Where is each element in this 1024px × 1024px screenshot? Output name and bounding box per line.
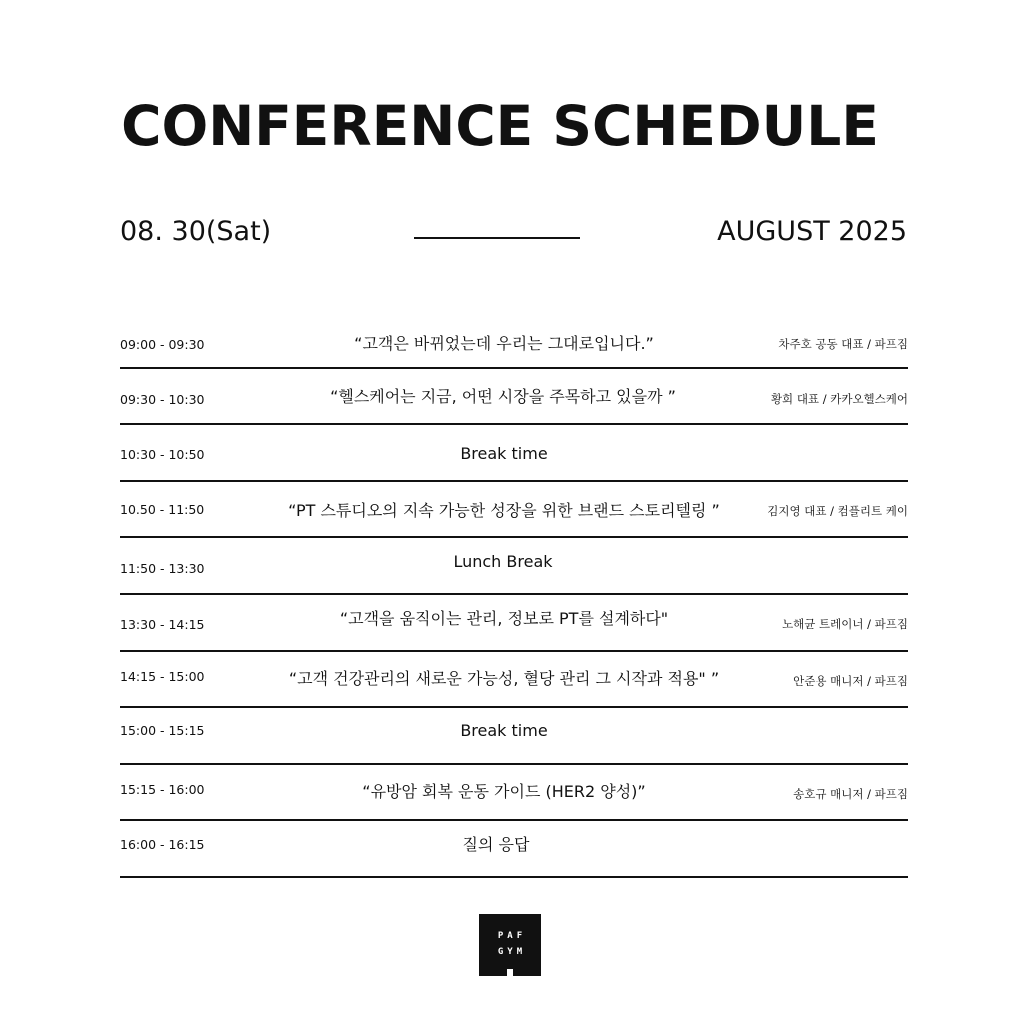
session-time: 09:00 - 09:30 — [120, 337, 205, 352]
session-speaker: 차주호 공동 대표 / 파프짐 — [778, 337, 908, 351]
session-time: 13:30 - 14:15 — [120, 616, 205, 632]
session-title: Lunch Break — [453, 552, 553, 572]
session-title: 질의 응답 — [462, 835, 530, 855]
schedule-row — [120, 821, 908, 878]
session-title: Break time — [460, 444, 548, 464]
session-speaker: 노해균 트레이너 / 파프짐 — [782, 616, 908, 631]
session-title: “PT 스튜디오의 지속 가능한 성장을 위한 브랜드 스토리텔링 ” — [288, 500, 720, 520]
session-speaker: 황희 대표 / 카카오헬스케어 — [770, 391, 908, 406]
page-title: CONFERENCE SCHEDULE — [121, 94, 879, 158]
schedule-row — [120, 708, 908, 765]
header-divider — [414, 237, 580, 239]
schedule-row — [120, 765, 908, 822]
session-time: 16:00 - 16:15 — [120, 837, 205, 853]
session-time: 15:00 - 15:15 — [120, 723, 205, 739]
schedule-row — [120, 369, 908, 426]
schedule-row — [120, 312, 908, 369]
session-title: “고객을 움직이는 관리, 정보로 PT를 설계하다" — [339, 608, 669, 628]
session-time: 10.50 - 11:50 — [120, 501, 205, 517]
schedule-table — [120, 312, 908, 878]
session-time: 10:30 - 10:50 — [120, 447, 205, 463]
session-title: “유방암 회복 운동 가이드 (HER2 양성)” — [362, 781, 646, 801]
session-title: “헬스케어는 지금, 어떤 시장을 주목하고 있을까 ” — [330, 386, 676, 406]
schedule-row — [120, 538, 908, 595]
session-time: 14:15 - 15:00 — [120, 668, 205, 684]
logo-text-top: PAF — [497, 931, 527, 941]
schedule-row — [120, 595, 908, 652]
session-speaker: 안준용 매니저 / 파프짐 — [793, 673, 908, 688]
schedule-row — [120, 652, 908, 709]
session-speaker: 송호규 매니저 / 파프짐 — [793, 786, 908, 801]
schedule-row — [120, 425, 908, 482]
session-time: 15:15 - 16:00 — [120, 781, 205, 797]
event-month: AUGUST 2025 — [717, 216, 907, 247]
session-title: “고객은 바뀌었는데 우리는 그대로입니다.” — [354, 334, 654, 353]
event-date: 08. 30(Sat) — [120, 216, 272, 247]
session-time: 11:50 - 13:30 — [120, 561, 205, 577]
session-time: 09:30 - 10:30 — [120, 391, 205, 407]
schedule-row — [120, 482, 908, 539]
session-title: “고객 건강관리의 새로운 가능성, 혈당 관리 그 시작과 적용" ” — [288, 668, 720, 688]
logo-text-bottom: GYM — [497, 947, 527, 957]
session-speaker: 김지영 대표 / 컴플리트 케이 — [767, 503, 908, 518]
logo-notch — [507, 969, 513, 976]
paf-gym-logo — [479, 914, 541, 976]
session-title: Break time — [460, 721, 548, 741]
